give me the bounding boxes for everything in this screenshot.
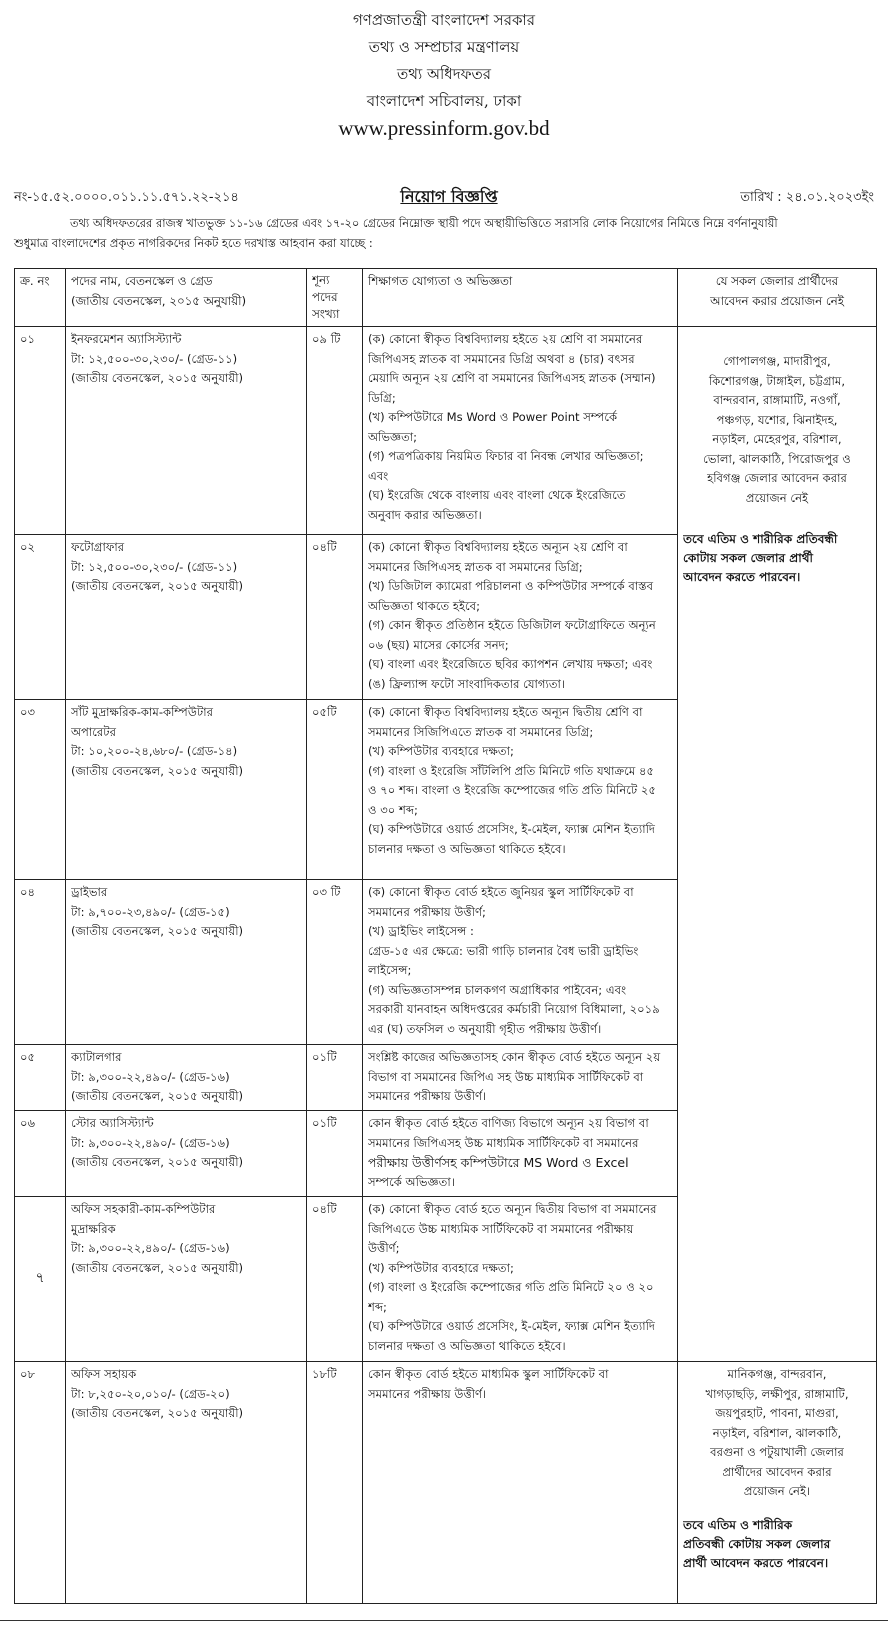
header-district: যে সকল জেলার প্রার্থীদের আবেদন করার প্রয়োজন নেই	[678, 269, 877, 327]
post-pay: টা: ৯,৩০০-২২,৪৯০/- (গ্রেড-১৬)	[71, 1241, 230, 1255]
row-vacancy: ০৯ টি	[307, 327, 363, 535]
district-cell-1	[678, 327, 877, 1362]
department-name: তথ্য অধিদফতর	[396, 65, 492, 83]
intro-line-1: তথ্য অধিদফতরের রাজস্ব খাতভুক্ত ১১-১৬ গ্রেডের এবং ১৭-২০ গ্রেডের নিম্নোক্ত স্থায়ী পদে অস্থায়ীভিত্তিতে সরাসরি লোক নিয়োগের নিমিত্তে নিম্নে বর্ণনানুযায়ী	[70, 216, 778, 230]
post-name-cont: মুদ্রাক্ষরিক	[71, 1221, 116, 1236]
post-pay: টা: ৯,৩০০-২২,৪৯০/- (গ্রেড-১৬)	[71, 1069, 230, 1084]
row-post	[66, 880, 307, 1045]
district-list: গোপালগঞ্জ, মাদারীপুর, কিশোরগঞ্জ, টাঙ্গাইল, চট্টগ্রাম, বান্দরবান, রাঙ্গামাটি, নওগাঁ, পঞ্চগড়, যশোর, ঝিনাইদহ, নড়াইল, মেহেরপুর, বরিশাল, ভোলা, ঝালকাঠি, পিরোজপুর ও হবিগঞ্জ জেলার আবেদন করার প্রয়োজন নেই	[703, 354, 851, 505]
row-post	[66, 535, 307, 700]
post-name-cont: অপারেটর	[71, 724, 117, 739]
district-list: মানিকগঞ্জ, বান্দরবান, খাগড়াছড়ি, লক্ষীপুর, রাঙ্গামাটি, জয়পুরহাট, পাবনা, মাগুরা, নড়াইল, বরিশাল, ঝালকাঠি, বরগুনা ও পটুয়াখালী জেলার প্রার্থীদের আবেদন করার প্রয়োজন নেই।	[705, 1367, 849, 1498]
post-scale-note: (জাতীয় বেতনস্কেল, ২০১৫ অনুযায়ী)	[71, 371, 244, 385]
row-qualification: (ক) কোনো স্বীকৃত বিশ্ববিদ্যালয় হইতে ২য় শ্রেণি বা সমমানের জিপিএসহ স্নাতক বা সমমানের ডিগ্রি অথবা ৪ (চার) বৎসর মেয়াদি অন্যূন ২য় শ্রেণি বা সমমানের জিপিএসহ স্নাতক (সম্মান) ডিগ্রি; (খ) কম্পিউটারে Ms Word ও Power Point সম্পর্কে অভিজ্ঞতা; (গ) পত্রপত্রিকায় নিয়মিত ফিচার বা নিবন্ধ লেখার অভিজ্ঞতা; এবং (ঘ) ইংরেজি থেকে বাংলায় এবং বাংলা থেকে ইংরেজিতে অনুবাদ করার অভিজ্ঞতা।	[363, 327, 678, 535]
district-cell-2	[678, 1362, 877, 1604]
bottom-divider	[0, 1620, 888, 1621]
row-qualification: কোন স্বীকৃত বোর্ড হইতে বাণিজ্য বিভাগে অন্যূন ২য় বিভাগ বা সমমানের জিপিএসহ উচ্চ মাধ্যমিক সার্টিফিকেট বা সমমানের পরীক্ষায় উত্তীর্ণসহ কম্পিউটারে MS Word ও Excel সম্পর্কে অভিজ্ঞতা।	[363, 1111, 678, 1197]
memo-number: নং-১৫.৫২.০০০০.০১১.১১.৫৭১.২২-২১৪	[14, 190, 239, 205]
post-pay: টা: ১২,৫০০-৩০,২৩০/- (গ্রেড-১১)	[71, 351, 238, 366]
row-post	[66, 1111, 307, 1197]
row-qualification: সংশ্লিষ্ট কাজের অভিজ্ঞতাসহ কোন স্বীকৃত বোর্ড হইতে অন্যূন ২য় বিভাগ বা সমমানের জিপিএ সহ উচ্চ মাধ্যমিক সার্টিফিকেট বা সমমানের পরীক্ষায় উত্তীর্ণ।	[363, 1045, 678, 1111]
quota-note: তবে এতিম ও শারীরিক প্রতিবন্ধী কোটায় সকল জেলার প্রার্থী আবেদন করতে পারবেন।	[683, 1517, 831, 1570]
row-sl: ০১	[15, 327, 66, 535]
intro-line-2: শুধুমাত্র বাংলাদেশের প্রকৃত নাগরিকদের নিকট হতে দরখাস্ত আহবান করা যাচ্ছে :	[14, 236, 373, 250]
row-post	[66, 1045, 307, 1111]
row-post	[66, 700, 307, 880]
memo-line	[14, 184, 874, 210]
quota-note: তবে এতিম ও শারীরিক প্রতিবন্ধী কোটায় সকল জেলার প্রার্থী আবেদন করতে পারবেন।	[683, 532, 838, 584]
table-header-row	[15, 269, 877, 327]
row-vacancy: ০৫টি	[307, 700, 363, 880]
office-address: বাংলাদেশ সচিবালয়, ঢাকা	[366, 92, 522, 110]
post-name: ফটোগ্রাফার	[71, 540, 125, 554]
post-scale-note: (জাতীয় বেতনস্কেল, ২০১৫ অনুযায়ী)	[71, 579, 244, 593]
post-pay: টা: ৯,৭০০-২৩,৪৯০/- (গ্রেড-১৫)	[71, 904, 230, 919]
row-sl: ০৬	[15, 1111, 66, 1197]
post-name: ক্যাটালগার	[71, 1050, 122, 1064]
posts-table	[14, 268, 877, 1604]
header-vacancy: শূন্য পদের সংখ্যা	[307, 269, 363, 327]
post-scale-note: (জাতীয় বেতনস্কেল, ২০১৫ অনুযায়ী)	[71, 1406, 244, 1420]
row-post	[66, 327, 307, 535]
row-vacancy: ০১টি	[307, 1111, 363, 1197]
row-qualification: (ক) কোনো স্বীকৃত বিশ্ববিদ্যালয় হইতে অন্যূন দ্বিতীয় শ্রেণি বা সমমানের সিজিপিএতে স্নাতক বা সমমানের ডিগ্রি; (খ) কম্পিউটার ব্যবহারে দক্ষতা; (গ) বাংলা ও ইংরেজি সাঁটলিপি প্রতি মিনিটে গতি যথাক্রমে ৪৫ ও ৭০ শব্দ। বাংলা ও ইংরেজি কম্পোজের গতি প্রতি মিনিটে ২৫ ও ৩০ শব্দ; (ঘ) কম্পিউটারে ওয়ার্ড প্রসেসিং, ই-মেইল, ফ্যাক্স মেশিন ইত্যাদি চালনার দক্ষতা ও অভিজ্ঞতা থাকিতে হইবে।	[363, 700, 678, 880]
table-row	[15, 1362, 877, 1604]
post-name: সাঁট মুদ্রাক্ষরিক-কাম-কম্পিউটার	[71, 705, 213, 719]
post-scale-note: (জাতীয় বেতনস্কেল, ২০১৫ অনুযায়ী)	[71, 1155, 244, 1169]
post-pay: টা: ১২,৫০০-৩০,২৩০/- (গ্রেড-১১)	[71, 559, 238, 574]
header-qualification: শিক্ষাগত যোগ্যতা ও অভিজ্ঞতা	[363, 269, 678, 327]
post-scale-note: (জাতীয় বেতনস্কেল, ২০১৫ অনুযায়ী)	[71, 763, 244, 778]
website-link[interactable]: www.pressinform.gov.bd	[338, 116, 550, 140]
post-name: ড্রাইভার	[71, 885, 108, 899]
post-scale-note: (জাতীয় বেতনস্কেল, ২০১৫ অনুযায়ী)	[71, 924, 244, 938]
intro-paragraph	[14, 213, 874, 253]
page-title: নিয়োগ বিজ্ঞপ্তি	[400, 187, 498, 206]
row-sl: ০২	[15, 535, 66, 700]
row-qualification: (ক) কোনো স্বীকৃত বিশ্ববিদ্যালয় হইতে অন্যূন ২য় শ্রেণি বা সমমানের জিপিএসহ স্নাতক বা সমমানের ডিগ্রি; (খ) ডিজিটাল ক্যামেরা পরিচালনা ও কম্পিউটার সম্পর্কে বাস্তব অভিজ্ঞতা থাকতে হইবে; (গ) কোন স্বীকৃত প্রতিষ্ঠান হইতে ডিজিটাল ফটোগ্রাফিতে অন্যূন ০৬ (ছয়) মাসের কোর্সের সনদ; (ঘ) বাংলা এবং ইংরেজিতে ছবির ক্যাপশন লেখায় দক্ষতা; এবং (ঙ) ফ্রিল্যান্স ফটো সাংবাদিকতার যোগ্যতা।	[363, 535, 678, 700]
row-vacancy: ০৩ টি	[307, 880, 363, 1045]
post-name: ইনফরমেশন অ্যাসিস্ট্যান্ট	[71, 332, 182, 346]
letterhead	[0, 10, 888, 145]
row-sl: ৭	[15, 1197, 66, 1362]
row-qualification: (ক) কোনো স্বীকৃত বোর্ড হতে অন্যূন দ্বিতীয় বিভাগ বা সমমানের জিপিএতে উচ্চ মাধ্যমিক সার্টিফিকেট বা সমমানের পরীক্ষায় উত্তীর্ণ; (খ) কম্পিউটার ব্যবহারে দক্ষতা; (গ) বাংলা ও ইংরেজি কম্পোজের গতি প্রতি মিনিটে ২০ ও ২০ শব্দ; (ঘ) কম্পিউটারে ওয়ার্ড প্রসেসিং, ই-মেইল, ফ্যাক্স মেশিন ইত্যাদি চালনার দক্ষতা ও অভিজ্ঞতা থাকিতে হইবে।	[363, 1197, 678, 1362]
row-sl: ০৮	[15, 1362, 66, 1604]
row-vacancy: ০১টি	[307, 1045, 363, 1111]
post-pay: টা: ১০,২০০-২৪,৬৮০/- (গ্রেড-১৪)	[71, 744, 238, 758]
post-scale-note: (জাতীয় বেতনস্কেল, ২০১৫ অনুযায়ী)	[71, 1260, 244, 1275]
post-pay: টা: ৮,২৫০-২০,০১০/- (গ্রেড-২০)	[71, 1386, 230, 1401]
row-post	[66, 1362, 307, 1604]
table-row	[15, 327, 877, 535]
ministry-name: তথ্য ও সম্প্রচার মন্ত্রণালয়	[368, 38, 520, 56]
post-name: অফিস সহায়ক	[71, 1367, 137, 1381]
header-sl: ক্র. নং	[15, 269, 66, 327]
memo-date: তারিখ : ২৪.০১.২০২৩ইং	[740, 190, 874, 205]
row-vacancy: ০৪টি	[307, 535, 363, 700]
post-name: অফিস সহকারী-কাম-কম্পিউটার	[71, 1202, 216, 1216]
row-vacancy: ১৮টি	[307, 1362, 363, 1604]
header-post: পদের নাম, বেতনস্কেল ও গ্রেড (জাতীয় বেতনস্কেল, ২০১৫ অনুযায়ী)	[66, 269, 307, 327]
row-sl: ০৫	[15, 1045, 66, 1111]
row-qualification: (ক) কোনো স্বীকৃত বোর্ড হইতে জুনিয়র স্কুল সার্টিফিকেট বা সমমানের পরীক্ষায় উত্তীর্ণ; (খ) ড্রাইভিং লাইসেন্স : গ্রেড-১৫ এর ক্ষেত্রে: ভারী গাড়ি চালনার বৈধ ভারী ড্রাইভিং লাইসেন্স; (গ) অভিজ্ঞতাসম্পন্ন চালকগণ অগ্রাধিকার পাইবেন; এবং সরকারী যানবাহন অধিদপ্তরের কর্মচারী নিয়োগ বিধিমালা, ২০১৯ এর (ঘ) তফসিল ৩ অনুযায়ী গৃহীত পরীক্ষায় উত্তীর্ণ।	[363, 880, 678, 1045]
post-scale-note: (জাতীয় বেতনস্কেল, ২০১৫ অনুযায়ী)	[71, 1089, 244, 1103]
row-sl: ০৪	[15, 880, 66, 1045]
govt-name: গণপ্রজাতন্ত্রী বাংলাদেশ সরকার	[352, 11, 536, 29]
row-qualification: কোন স্বীকৃত বোর্ড হইতে মাধ্যমিক স্কুল সার্টিফিকেট বা সমমানের পরীক্ষায় উত্তীর্ণ।	[363, 1362, 678, 1604]
row-sl: ০৩	[15, 700, 66, 880]
row-post	[66, 1197, 307, 1362]
post-name: স্টোর অ্যাসিস্ট্যান্ট	[71, 1116, 154, 1130]
row-vacancy: ০৪টি	[307, 1197, 363, 1362]
post-pay: টা: ৯,৩০০-২২,৪৯০/- (গ্রেড-১৬)	[71, 1135, 230, 1150]
